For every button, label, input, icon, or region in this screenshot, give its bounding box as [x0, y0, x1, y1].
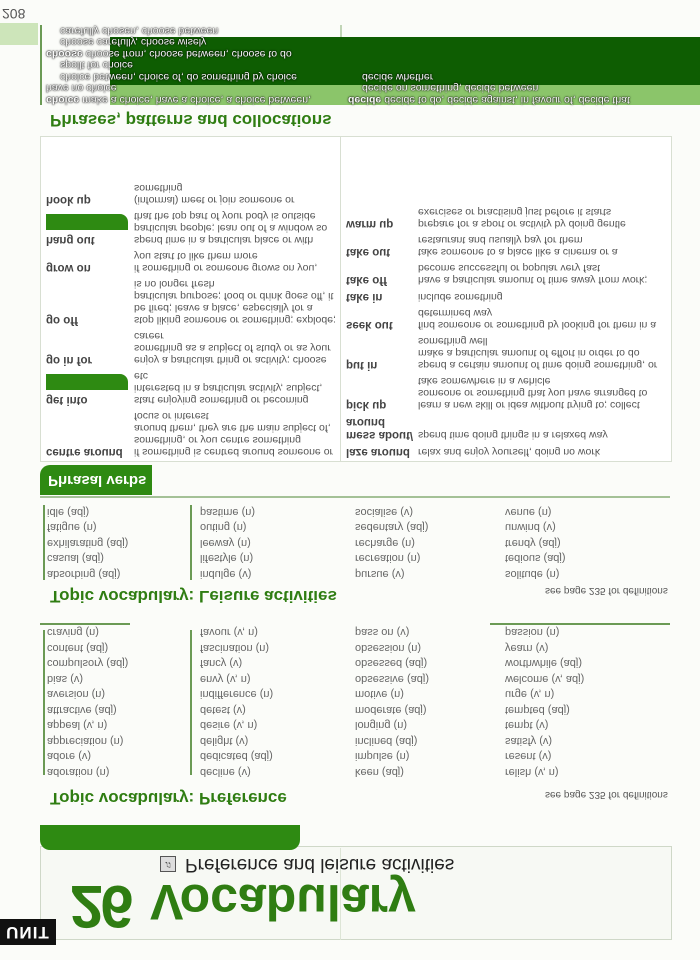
phrasal-verb-definition: find someone or something by looking for them in a determined way	[418, 307, 657, 331]
collocations-heading: Phrases, patterns and collocations	[50, 111, 332, 130]
preference-heading: Topic vocabulary: Preference	[50, 789, 287, 808]
phrasal-verb-row	[346, 290, 666, 303]
collocation-text: choose from, choose between, choose to do	[85, 48, 292, 60]
phrasal-verb-term-cell	[46, 330, 134, 366]
vocab-word: appreciation (n)	[47, 735, 124, 747]
vocab-word: fascination (n)	[200, 642, 270, 654]
rule	[40, 624, 130, 626]
vocab-word: exhilarating (adj)	[47, 537, 129, 549]
vocab-word: moderate (adj)	[355, 704, 427, 716]
phrasal-verb-definition: prepare for a sport or activity by doing gentle exercises or practising just before it starts	[418, 206, 626, 230]
vocab-word: longing (n)	[355, 719, 407, 732]
phrasal-verb-term: mess about/ around	[346, 416, 414, 441]
column-rule	[190, 505, 192, 580]
vocab-word: delight (v)	[200, 735, 249, 747]
vocab-word: indulge (v)	[200, 568, 252, 580]
unit-subtitle: Preference and leisure activities	[185, 854, 455, 875]
phrasal-verb-definition: stop liking someone or something; explode; be fired; leave a place, especially for a particular purpose; food or drink goes off, it is no longer fresh	[134, 278, 336, 326]
phrasal-verb-term: warm up	[346, 218, 394, 230]
phrasal-verb-term: take out	[346, 246, 391, 258]
phrasal-verb-row	[346, 445, 666, 458]
phrasal-verb-definition: enjoy a particular thing or activity; choose something as a subject of study or as your career	[134, 330, 331, 366]
vocab-word: detest (v)	[200, 704, 246, 716]
leisure-heading: Topic vocabulary: Leisure activities	[50, 587, 337, 606]
vocab-word: bias (v)	[47, 673, 84, 685]
vocab-word: venue (n)	[505, 506, 552, 518]
phrasal-verbs-right	[346, 202, 666, 458]
phrasal-verb-row	[346, 262, 666, 286]
section-tab	[40, 825, 300, 850]
phrasal-verb-term-cell	[346, 445, 418, 458]
vocab-word: indifference (n)	[200, 688, 274, 701]
phrasal-verb-term: put in	[346, 359, 378, 371]
vocab-word: obsessive (adj)	[355, 673, 429, 685]
phrasal-verb-term: hang out	[46, 234, 95, 246]
phrasal-verb-term-cell	[46, 182, 134, 206]
green-bar	[46, 214, 128, 230]
collocation-line	[46, 59, 334, 71]
unit-title: Vocabulary	[150, 874, 416, 930]
phrasal-verb-row	[46, 210, 336, 246]
collocation-line	[46, 25, 334, 37]
collocations-right	[348, 71, 666, 106]
vocab-word: socialise (v)	[355, 506, 414, 518]
collocation-text: choose carefully, choose wisely	[60, 36, 207, 49]
collocation-line	[46, 82, 334, 105]
collocations-left	[46, 25, 334, 106]
green-bar	[46, 374, 128, 390]
phrasal-verb-term: grow on	[46, 262, 91, 274]
vocab-word: dedicated (adj)	[200, 750, 273, 763]
vocab-word: trendy (adj)	[505, 537, 561, 549]
vocab-word: motive (n)	[355, 688, 404, 701]
vocab-word: adore (v)	[47, 750, 92, 763]
collocation-line	[348, 94, 666, 106]
phrasal-verbs-tab	[40, 465, 152, 495]
vocab-word: obsessed (adj)	[355, 657, 428, 670]
phrasal-verb-term: take off	[346, 274, 387, 286]
rule	[490, 624, 670, 626]
collocation-line	[46, 71, 334, 83]
phrasal-verb-definition: relax and enjoy yourself, doing no work	[418, 446, 601, 458]
phrasal-verb-row	[346, 335, 666, 371]
page-number: 208	[2, 6, 26, 22]
phrasal-verb-term-cell	[346, 307, 418, 331]
phrasal-verb-row	[46, 250, 336, 274]
phrasal-verb-term-cell	[346, 234, 418, 258]
collocation-line	[46, 36, 334, 48]
vocab-word: unwind (v)	[505, 521, 556, 534]
collocation-text: decide whether	[362, 71, 434, 83]
collocation-line	[46, 48, 334, 60]
vocab-word: worthwhile (adj)	[505, 657, 583, 670]
vocab-word: satisfy (v)	[505, 735, 553, 747]
vocab-word: recreation (n)	[355, 552, 421, 565]
phrasal-verb-term: take in	[346, 291, 383, 303]
phrasal-verbs-heading: Phrasal verbs	[48, 472, 147, 489]
phrasal-verb-term: laze around	[346, 446, 410, 458]
vocab-word: relish (v, n)	[505, 766, 559, 778]
vocab-word: urge (v, n)	[505, 688, 555, 701]
column-rule	[40, 25, 42, 105]
phrasal-verb-term-cell	[346, 206, 418, 230]
vocab-word: desire (v, n)	[200, 719, 258, 732]
vocab-word: compulsory (adj)	[47, 657, 129, 670]
vocab-word: impulse (n)	[355, 750, 410, 763]
vocab-word: yearn (v)	[505, 642, 549, 654]
vocab-word: fatigue (n)	[47, 521, 97, 534]
phrasal-verb-term: go in for	[46, 354, 92, 366]
vocab-word: absorbing (adj)	[47, 568, 121, 580]
collocation-text: carefully chosen, choose between	[60, 25, 219, 37]
collocation-text: decide to do, decide against, in favour of, decide that	[384, 94, 630, 106]
collocation-text: choice between, choice of, do something by choice	[60, 71, 297, 83]
phrasal-verb-definition: have a particular amount of time away from work; become successful or popular very fast	[418, 262, 648, 286]
vocab-word: aversion (n)	[47, 688, 106, 701]
vocab-word: sedentary (adj)	[355, 521, 429, 534]
unit-badge: UNIT	[0, 919, 56, 945]
phrasal-verb-definition: take someone to a place like a cinema or a restaurant and usually pay for them	[418, 234, 618, 258]
collocation-line	[348, 71, 666, 83]
vocab-word: fancy (v)	[200, 657, 243, 670]
unit-number: 26	[70, 873, 131, 940]
phrasal-verb-row	[46, 370, 336, 406]
phrasal-verb-term: hook up	[46, 194, 91, 206]
vocab-word: leeway (n)	[200, 537, 251, 549]
collocation-term: choice	[46, 94, 80, 106]
phrasal-verb-row	[46, 278, 336, 326]
vocab-word: pursue (v)	[355, 568, 405, 580]
collocation-text: decide on something, decide between	[362, 82, 539, 95]
collocation-text: spoilt for choice	[60, 59, 133, 72]
phrasal-verb-term-cell	[346, 262, 418, 286]
phrasal-verb-term-cell	[46, 278, 134, 326]
phrasal-verb-row	[346, 307, 666, 331]
vocab-word: tempted (adj)	[505, 704, 570, 716]
phrasal-verb-row	[346, 234, 666, 258]
vocab-word: outing (n)	[200, 521, 247, 534]
phrasal-verb-term-cell	[46, 410, 134, 458]
vocab-word: envy (v, n)	[200, 673, 251, 685]
phrasal-verb-definition: spend time in a particular place or with particular people; lean out of a window so that the top part of your body is outside	[134, 210, 328, 246]
preference-note: see page 235 for definitions	[545, 789, 668, 800]
vocab-word: appeal (v, n)	[47, 719, 108, 732]
vocab-word: lifestyle (n)	[200, 552, 254, 565]
phrasal-verb-term-cell	[346, 290, 418, 303]
collocation-term: choose	[46, 48, 83, 60]
vocab-word: favour (v, n)	[200, 626, 258, 639]
vocab-word: recharge (n)	[355, 537, 415, 549]
phrasal-verb-term: seek out	[346, 319, 393, 331]
phrasal-verb-definition: learn a new skill or idea without trying to; collect someone or something that you have arranged to take somewhere in a vehicle	[418, 375, 648, 411]
vocab-word: tedious (adj)	[505, 552, 566, 565]
phrasal-verb-row	[346, 375, 666, 411]
vocab-word: attractive (adj)	[47, 704, 117, 716]
phrasal-verb-term-cell	[346, 335, 418, 371]
phrasal-verb-term-cell	[346, 415, 418, 441]
column-rule	[43, 630, 45, 775]
phrasal-verb-definition: spend time doing things in a relaxed way	[418, 429, 608, 441]
vocab-word: keen (adj)	[355, 766, 404, 778]
vocab-word: craving (n)	[47, 626, 99, 639]
vocab-word: casual (adj)	[47, 552, 104, 565]
vocab-word: welcome (v, adj)	[505, 673, 585, 685]
vocab-word: content (adj)	[47, 642, 109, 654]
vocab-word: solitude (n)	[505, 568, 560, 580]
phrasal-verb-definition: (informal) meet or join someone or something	[134, 182, 295, 206]
phrasal-verb-term-cell	[346, 375, 418, 411]
collocation-text: make a choice, have a choice, a choice between, have no choice	[46, 82, 311, 106]
phrasal-verb-definition: spend a certain amount of time doing something, or make a particular amount of effort in order to do something well	[418, 335, 658, 371]
phrasal-verbs-left	[46, 178, 336, 458]
page-tab	[0, 23, 38, 45]
phrasal-verb-row	[46, 330, 336, 366]
phrasal-verb-term: pick up	[346, 399, 387, 411]
phrasal-verb-row	[346, 415, 666, 441]
vocab-word: inclined (adj)	[355, 735, 418, 747]
phrasal-verb-term-cell	[46, 250, 134, 274]
column-rule	[43, 505, 45, 580]
phrasal-verb-term-cell	[46, 210, 134, 246]
rule	[40, 497, 670, 499]
phrasal-verb-term-cell	[46, 370, 134, 406]
phrasal-verb-term: centre around	[46, 446, 123, 458]
phrasal-verb-definition: if something is centred around someone or something, or you centre something around them, they are the main subject of, focus or interest	[134, 410, 334, 458]
vocab-word: decline (v)	[200, 766, 251, 778]
vocab-word: adoration (n)	[47, 766, 110, 778]
vocab-word: pastime (n)	[200, 506, 256, 518]
vocab-word: idle (adj)	[47, 506, 90, 518]
phrasal-verb-definition: start enjoying something or becoming interested in a particular activity, subject, etc	[134, 370, 323, 406]
vocab-word: pass on (v)	[355, 626, 410, 639]
phrasal-verb-row	[46, 182, 336, 206]
column-rule	[190, 630, 192, 775]
audio-icon: ♫	[160, 856, 176, 872]
phrasal-verb-row	[346, 206, 666, 230]
vocab-word: passion (n)	[505, 626, 560, 639]
leisure-note: see page 235 for definitions	[545, 585, 668, 596]
collocation-line	[348, 82, 666, 94]
vocab-word: tempt (v)	[505, 719, 549, 732]
phrasal-verb-term: get into	[46, 394, 88, 406]
phrasal-verb-term: go off	[46, 314, 78, 326]
phrasal-verb-definition: include something	[418, 291, 503, 303]
phrasal-verb-definition: if something or someone grows on you, you start to like them more	[134, 250, 318, 274]
collocation-term: decide	[348, 94, 382, 106]
phrasal-verb-row	[46, 410, 336, 458]
vocab-word: obsession (n)	[355, 642, 422, 654]
vocab-word: resent (v)	[505, 750, 552, 763]
